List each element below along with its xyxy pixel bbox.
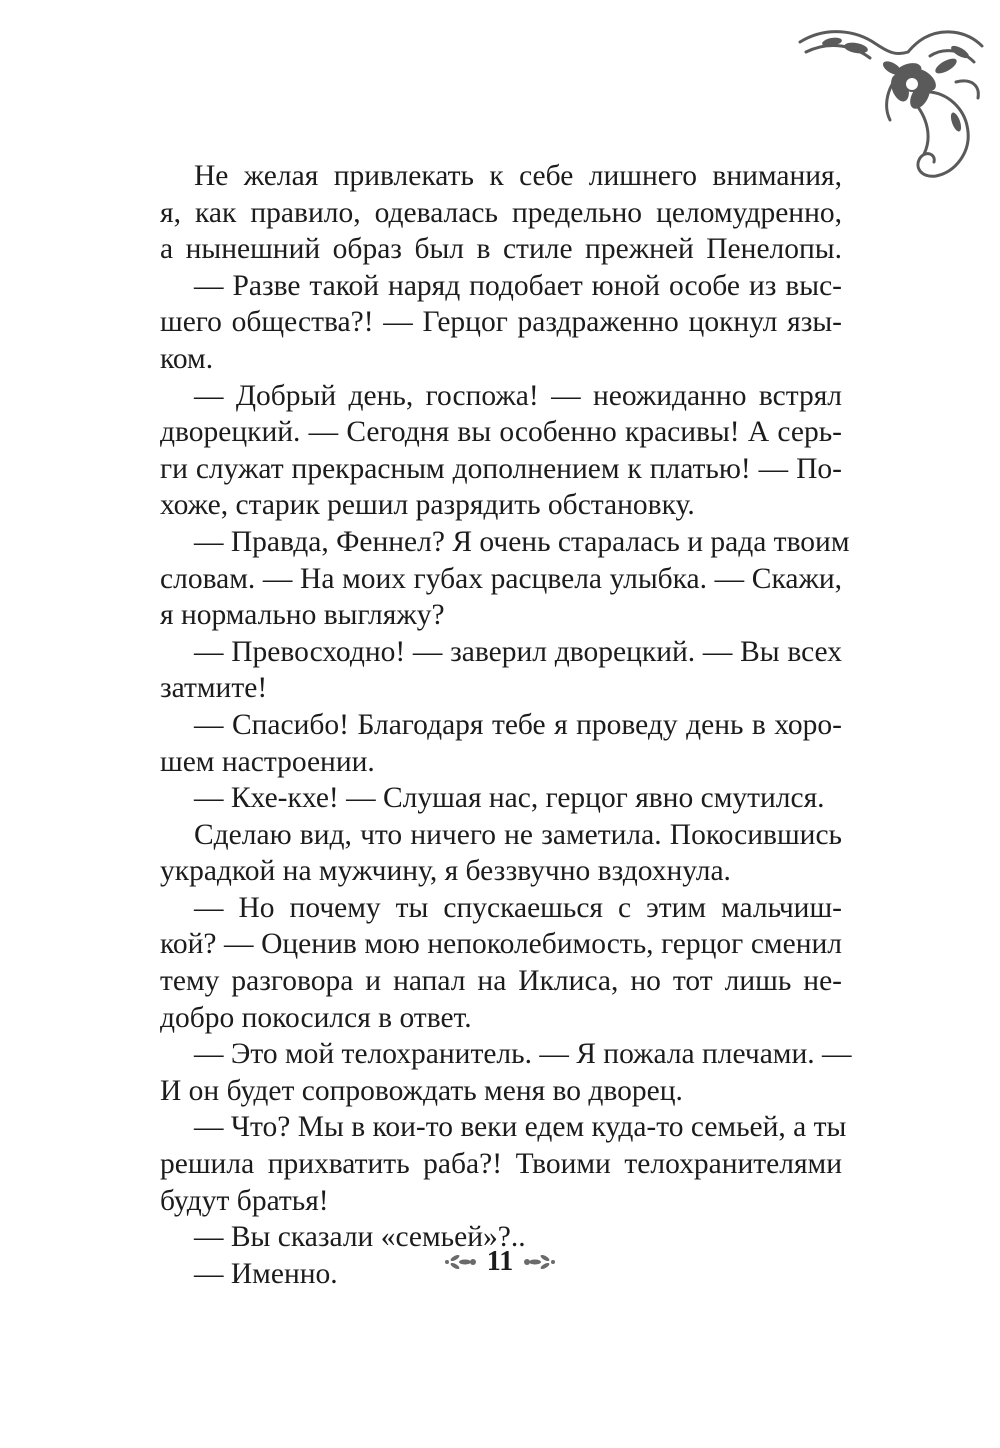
text-line: дворецкий. — Сегодня вы особенно красивы! А серь- [160, 416, 842, 449]
main-text [160, 158, 852, 1292]
folio-right-flourish-icon [521, 1252, 557, 1272]
text-line: решила прихватить раба?! Твоими телохранителями [160, 1148, 842, 1181]
text-line: — Спасибо! Благодаря тебе я проведу день в хоро- [194, 708, 842, 741]
text-line: украдкой на мужчину, я беззвучно вздохнула. [160, 855, 731, 888]
text-line: ком. [160, 342, 214, 375]
text-line: тему разговора и напал на Иклиса, но тот лишь не- [160, 965, 842, 998]
text-line: — Вы сказали «семьей»?.. [194, 1221, 526, 1254]
text-line: будут братья! [160, 1184, 329, 1217]
text-line: словам. — На моих губах расцвела улыбка. — Скажи, [160, 562, 842, 595]
text-line: — Добрый день, госпожа! — неожиданно встрял [194, 379, 842, 412]
text-line: Сделаю вид, что ничего не заметила. Покосившись [194, 818, 842, 851]
text-line: — Это мой телохранитель. — Я пожала плечами. — [194, 1038, 852, 1071]
text-line: затмите! [160, 672, 268, 705]
text-line: — Что? Мы в кои-то веки едем куда-то семьей, а ты [194, 1111, 847, 1144]
page-number: 11 [486, 1246, 514, 1277]
text-line: кой? — Оценив мою непоколебимость, герцог сменил [160, 928, 842, 961]
text-line: — Превосходно! — заверил дворецкий. — Вы всех [194, 635, 842, 668]
text-line: — Разве такой наряд подобает юной особе из выс- [194, 269, 842, 302]
text-line: я нормально выгляжу? [160, 599, 445, 632]
text-line: я, как правило, одевалась предельно целомудренно, [160, 196, 842, 229]
text-line: ги служат прекрасным дополнением к платью! — По- [160, 452, 842, 485]
text-line: хоже, старик решил разрядить обстановку. [160, 489, 695, 522]
text-line: Не желая привлекать к себе лишнего внимания, [194, 160, 842, 192]
text-line: шего общества?! — Герцог раздраженно цокнул язы- [160, 306, 842, 339]
text-line: а нынешний образ был в стиле прежней Пенелопы. [160, 233, 842, 266]
text-line: И он будет сопровождать меня во дворец. [160, 1074, 683, 1107]
text-line: — Именно. [194, 1257, 338, 1290]
text-line: — Правда, Феннел? Я очень старалась и рада твоим [194, 525, 850, 558]
page-number-footer [440, 1240, 560, 1284]
text-line: добро покосился в ответ. [160, 1001, 472, 1034]
text-line: — Но почему ты спускаешься с этим мальчиш- [194, 891, 842, 924]
text-line: — Кхе-кхе! — Слушая нас, герцог явно смутился. [194, 782, 825, 815]
folio-left-flourish-icon [443, 1252, 479, 1272]
text-line: шем настроении. [160, 745, 375, 778]
